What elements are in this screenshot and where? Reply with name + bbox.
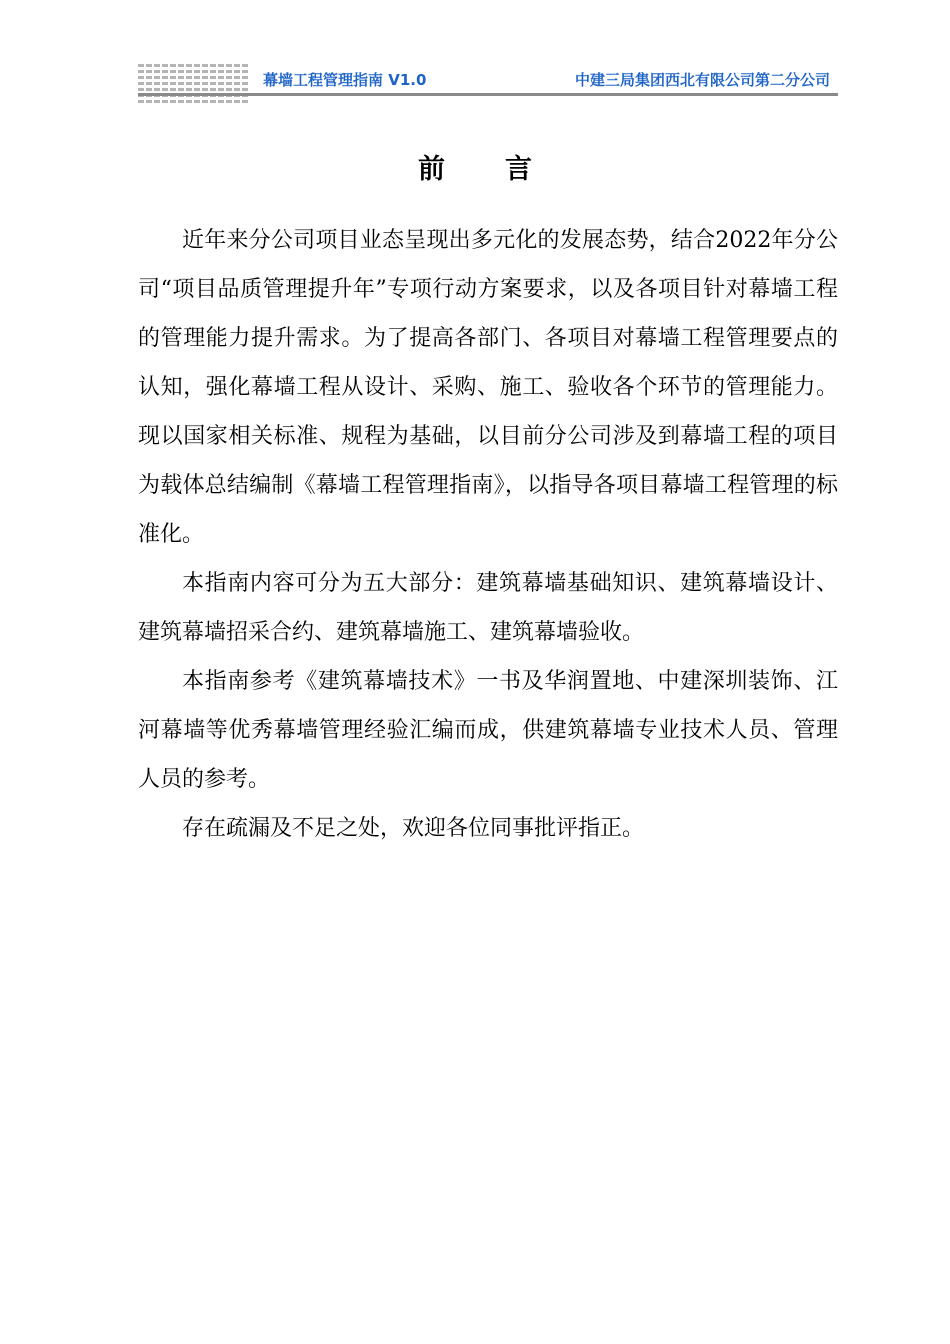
header-logo-icon xyxy=(138,64,250,104)
company-name: 中建三局集团西北有限公司第二分公司 xyxy=(574,71,830,89)
preface-body xyxy=(138,216,838,853)
page-title: 前言 xyxy=(418,154,592,185)
paragraph: 本指南参考《建筑幕墙技术》一书及华润置地、中建深圳装饰、江河幕墙等优秀幕墙管理经验汇编而成，供建筑幕墙专业技术人员、管理人员的参考。 xyxy=(138,669,838,792)
document-title: 幕墙工程管理指南 V1.0 xyxy=(263,71,427,89)
paragraph: 本指南内容可分为五大部分：建筑幕墙基础知识、建筑幕墙设计、建筑幕墙招采合约、建筑幕墙施工、建筑幕墙验收。 xyxy=(138,571,838,645)
header-divider xyxy=(138,93,838,96)
paragraph: 存在疏漏及不足之处，欢迎各位同事批评指正。 xyxy=(182,816,645,841)
paragraph: 近年来分公司项目业态呈现出多元化的发展态势，结合2022年分公司“项目品质管理提升年”专项行动方案要求，以及各项目针对幕墙工程的管理能力提升需求。为了提高各部门、各项目对幕墙工程管理要点的认知，强化幕墙工程从设计、采购、施工、验收各个环节的管理能力。现以国家相关标准、规程为基础，以目前分公司涉及到幕墙工程的项目为载体总结编制《幕墙工程管理指南》，以指导各项目幕墙工程管理的标准化。 xyxy=(138,228,838,547)
page-header xyxy=(138,62,838,102)
